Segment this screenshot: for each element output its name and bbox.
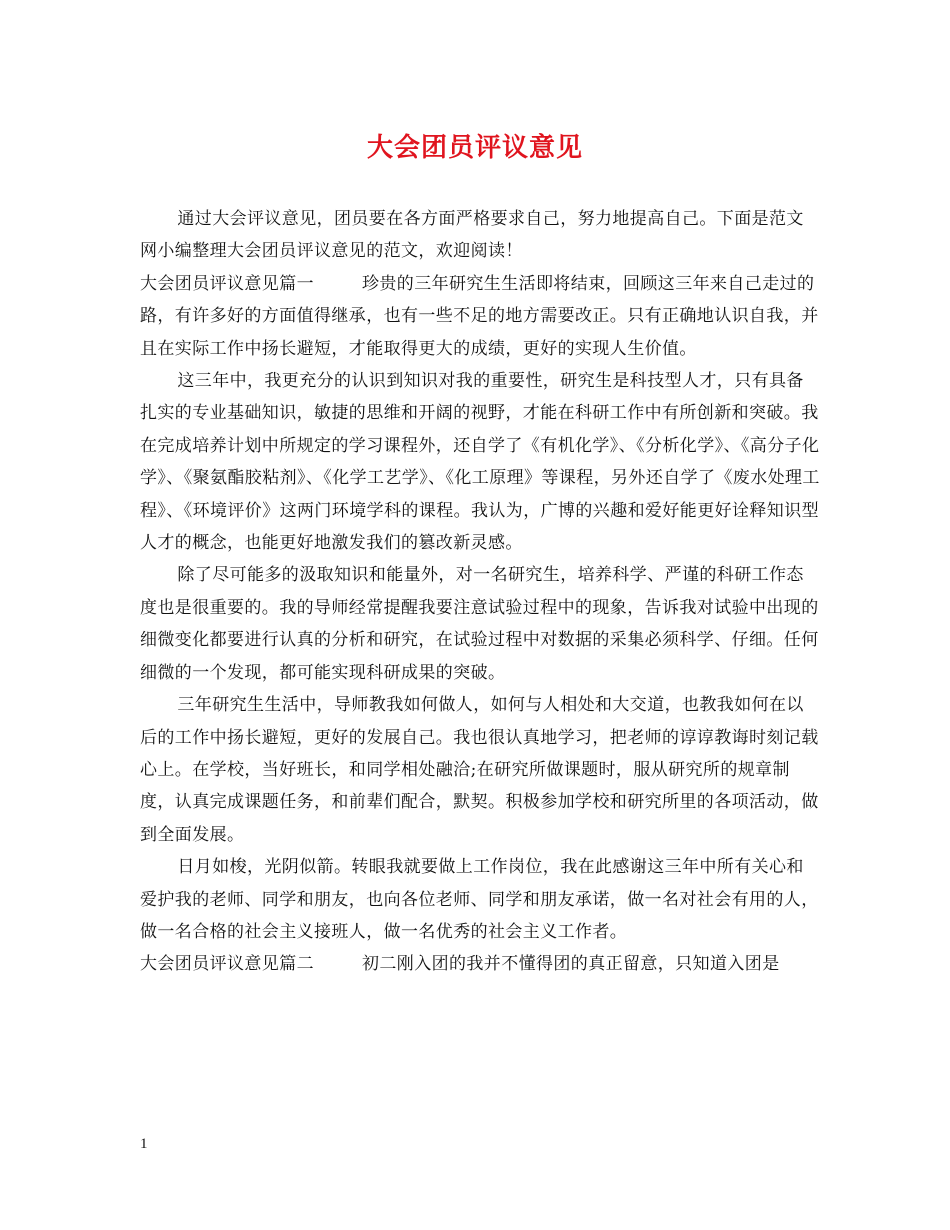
section-1-first-text: 珍贵的三年研究生生活即将结束，回顾这三年来自己走过的路，有许多好的方面值得继承，也有一些不足的地方需要改正。只有正确地认识自我，并且在实际工作中扬长避短，才能取得更大的成绩，更好的实现人生价值。 bbox=[140, 273, 819, 359]
document-body bbox=[140, 203, 820, 981]
section-1-heading: 大会团员评议意见篇一 bbox=[140, 273, 314, 294]
section-1-paragraph: 日月如梭，光阴似箭。转眼我就要做上工作岗位，我在此感谢这三年中所有关心和爱护我的老师、同学和朋友，也向各位老师、同学和朋友承诺，做一名对社会有用的人，做一名合格的社会主义接班人，做一名优秀的社会主义工作者。 bbox=[140, 857, 819, 942]
section-2-heading: 大会团员评议意见篇二 bbox=[140, 954, 314, 975]
section-2-first-paragraph bbox=[140, 948, 820, 980]
section-1-paragraph: 三年研究生生活中，导师教我如何做人，如何与人相处和大交道，也教我如何在以后的工作中扬长避短，更好的发展自己。我也很认真地学习，把老师的谆谆教诲时刻记载心上。在学校，当好班长，和同学相处融洽;在研究所做课题时，服从研究所的规章制度，认真完成课题任务，和前辈们配合，默契。积极参加学校和研究所里的各项活动，做到全面发展。 bbox=[140, 695, 819, 845]
section-1-first-paragraph bbox=[140, 268, 820, 365]
section-2-first-text: 初二刚入团的我并不懂得团的真正留意，只知道入团是 bbox=[362, 954, 780, 975]
page-number: 1 bbox=[140, 1136, 148, 1152]
section-1-paragraph: 除了尽可能多的汲取知识和能量外，对一名研究生，培养科学、严谨的科研工作态度也是很重要的。我的导师经常提醒我要注意试验过程中的现象，告诉我对试验中出现的细微变化都要进行认真的分析和研究，在试验过程中对数据的采集必须科学、仔细。任何细微的一个发现，都可能实现科研成果的突破。 bbox=[140, 565, 819, 683]
section-1-paragraph: 这三年中，我更充分的认识到知识对我的重要性，研究生是科技型人才，只有具备扎实的专业基础知识，敏捷的思维和开阔的视野，才能在科研工作中有所创新和突破。我在完成培养计划中所规定的学习课程外，还自学了《有机化学》、《分析化学》、《高分子化学》、《聚氨酯胶粘剂》、《化学工艺学》、《化工原理》等课程，另外还自学了《废水处理工程》、《环境评价》这两门环境学科的课程。我认为，广博的兴趣和爱好能更好诠释知识型人才的概念，也能更好地激发我们的篡改新灵感。 bbox=[140, 371, 820, 554]
document-title: 大会团员评议意见 bbox=[366, 133, 583, 163]
intro-paragraph: 通过大会评议意见，团员要在各方面严格要求自己，努力地提高自己。下面是范文网小编整理大会团员评议意见的范文，欢迎阅读！ bbox=[140, 209, 804, 262]
